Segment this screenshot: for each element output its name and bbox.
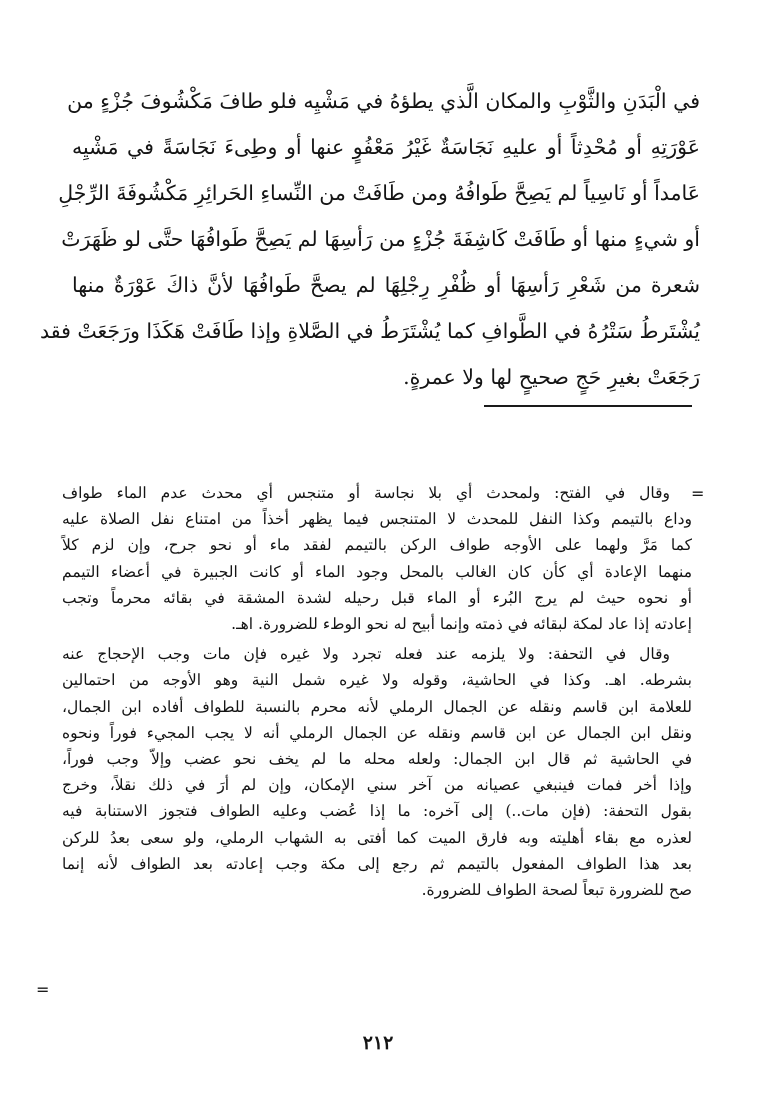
footnote-line: بعد هذا الطواف المفعول بالتيمم ثم رجع إلى مكة وجب إعادته بعد الطواف لأنه إنما <box>62 854 692 873</box>
footnote-continuation-marker-start: = <box>691 484 705 503</box>
footnote-line: وإذا أخر فمات فينبغي عصيانه من آخر سني الإمكان، وإن لم أرَ في ذلك نقلاً، وخرج <box>62 776 692 795</box>
main-text-line: عَامداً أو نَاسِياً لم يَصِحَّ طَوافُهُ ومن طَافَتْ من النِّساءِ الحَرائِرِ مَكْشُوفَةَ الرِّجْلِ <box>58 181 700 205</box>
main-text-line: في الْبَدَنِ والثَّوْبِ والمكان الَّذي يطؤهُ في مَشْيِه فلو طافَ مَكْشُوفَ جُزْءٍ من <box>67 89 700 113</box>
main-text-line: رَجَعَتْ بغيرِ حَجٍ صحيحٍ لها ولا عمرةٍ. <box>403 365 700 389</box>
footnote-line: إعادته إذا عاد لمكة لبقائه في ذمته وإنما أبيح له نحو الوطء للضرورة. اهـ. <box>231 615 692 634</box>
footnote-line: وداع بالتيمم وكذا النفل للمحدث لا المتنجس فيما يظهر أخذاً من امتناع نفل الصلاة عليه <box>62 510 692 529</box>
footnote-line: بقول التحفة: (فإن مات..) إلى آخره: ما إذا عُضب وعليه الطواف فتجوز الاستنابة فيه <box>62 802 692 821</box>
footnote-line: صح للضرورة تبعاً لصحة الطواف للضرورة. <box>421 881 692 900</box>
page-number: ٢١٢ <box>362 1032 394 1054</box>
footnote-line: منهما الإعادة أي كأن كان الغالب بالمحل وجود الماء أو كانت الجبيرة في أعضاء التيمم <box>62 562 692 581</box>
footnote-line: كما مَرَّ ولهما على الأوجه طواف الركن بالتيمم لفقد ماء أو نحو جرح، وإن لزم كلاً <box>62 536 692 555</box>
main-text-line: أو شيءٍ منها أو طَافَتْ كَاشِفَةَ جُزْءٍ من رَأسِهَا لم يَصِحَّ طَوافُهَا حتَّى لو ظَهَرَتْ <box>61 227 700 251</box>
main-text-line: يُشْتَرطُ سَتْرُهُ في الطَّوافِ كما يُشْتَرَطُ في الصَّلاةِ وإذا طَافَتْ هَكَذَا ورَجَعَتْ فقد <box>39 319 700 343</box>
main-text-line: عَوْرَتِهِ أو مُحْدِثاً أو عليهِ نَجَاسَةٌ غَيْرُ مَعْفُوٍ عنها أو وطِىءَ نَجَاسَةً في مَشْيِه <box>72 135 700 159</box>
main-text-block <box>39 78 700 400</box>
footnote-line: ونقل ابن الجمال عن ابن قاسم ونقله عن الجمال الرملي أنه لا يجب المجيء فوراً ونحوه <box>62 723 692 742</box>
footnote-line: لعذره مع بقاء أهليته وبه فارق الميت كما أفتى به الشهاب الرملي، ولو سعى بعدُ للركن <box>62 828 692 847</box>
footnotes-block <box>62 480 692 903</box>
footnote-line: في الحاشية ثم قال ابن الجمال: ولعله محله ما لم يخف نحو عضب وإلاّ وجب فوراً، <box>62 750 692 769</box>
footnote-paragraph-tuhfa <box>62 641 692 903</box>
footnote-line: للعلامة ابن قاسم ونقله عن الجمال الرملي لأنه محرم بالنسبة للطواف أفاده ابن الجمال، <box>62 697 692 716</box>
footnote-line: وقال في الفتح: ولمحدث أي بلا نجاسة أو متنجس أي محدث عدم الماء طواف <box>62 484 670 502</box>
footnote-continuation-marker-end: = <box>36 980 50 999</box>
footnote-line: وقال في التحفة: ولا يلزمه عند فعله تجرد ولا غيره فإن مات وجب الإحجاج عنه <box>62 645 670 664</box>
footnote-line: أو نحوه حيث لم يرج البُرء أو الماء قبل رحيله لشدة المشقة في بقائه محرماً وتجب <box>62 588 692 607</box>
footnote-separator <box>484 405 692 407</box>
footnote-line: بشرطه. اهـ. وكذا في الحاشية، وقوله ولا غيره شمل النية وهو الأوجه من احتمالين <box>62 671 692 690</box>
main-text-line: شعرة من شَعْرِ رَأسِهَا أو ظُفْرِ رِجْلِهَا لم يصحَّ طَوافُهَا لأنَّ ذاكَ عَوْرَةٌ منها <box>72 273 700 297</box>
footnote-paragraph-fath <box>62 480 692 637</box>
